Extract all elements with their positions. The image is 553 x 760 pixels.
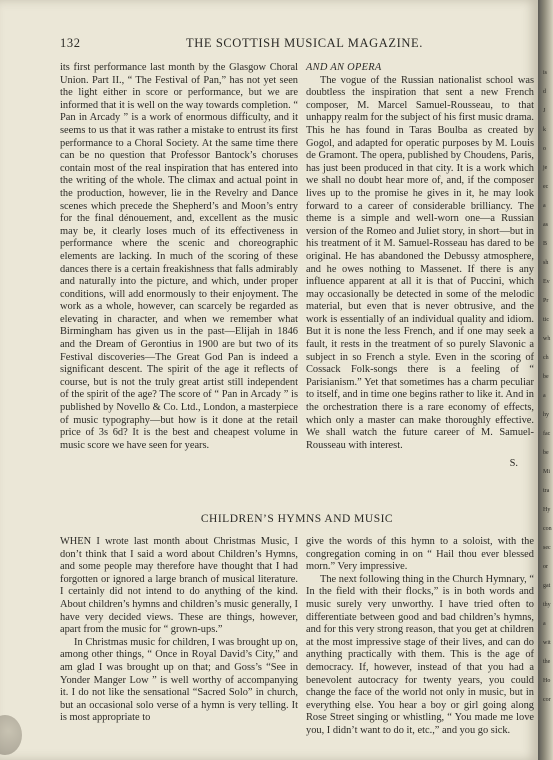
edge-text-fragment: or [543,564,548,570]
childrens-hymns-paragraph: give the words of this hymn to a soloist, with the congregation coming in on “ Hail thou ever blessed morn.” Very impressive. [306,536,534,573]
edge-text-fragment: d [543,89,546,95]
edge-text-fragment: J [543,108,546,114]
childrens-hymns-column-right [306,536,534,738]
childrens-hymns-paragraph: In Christmas music for children, I was brought up on, among other things, “ Once in Royal David’s City,” and am glad I was brought up on that; and Goss’s “See in Yonder Manger Low ” is well worthy of accompanying it. I do not like the sensational “Sacred Solo” in church, but an occasional solo verse of a hymn is very telling. It is most appropriate to [60,636,298,724]
edge-text-fragment: hy [543,412,549,418]
edge-text-fragment: a [543,621,546,627]
edge-text-fragment: wh [543,336,551,342]
childrens-hymns-paragraph: The next following thing in the Church Hymnary, “ In the field with their flocks,” is in both words and music surely very unworthy. I have tried often to differentiate between good and bad children’s hymns, and for this very strong reason, that you get at children at the most impressive stage of their lives, and can do anything practically with them. This is the age of democracy. If, however, instead of that you had a benevolent autocracy for twenty years, you could change the face of the world not only in music, but in everything else. You hear a boy or girl going along Rose Street singing or whistling, “ You made me love you, I didn’t want to do it, etc.,” and you go sick. [306,573,534,736]
page-number: 132 [60,36,81,50]
edge-text-fragment: tra [543,488,550,494]
edge-text-fragment: tic [543,317,549,323]
article-pan-in-arcady-column [60,62,298,452]
opera-text: The vogue of the Russian nationalist school was doubtless the inspiration that sent a new French composer, M. Marcel Samuel-Rousseau, to that unhappy realm for the subject of his first music drama. This he has found in Taras Boulba as created by Gogol, and adapted for operatic purposes by M. Louis de Gramont. The opera, published by Choudens, Paris, has just been produced in that city. It is a work which we shall no doubt hear more of, and, if the composer lives up to the promise he gives in it, he may look forward to a career of considerable brilliancy. The theme is a simple and well-worn one—a Russian version of the Romeo and Juliet story, in short—but in his treatment of it M. Samuel-Rosseau has dared to be original. He has abandoned the Debussy atmosphere, and he owes nothing to Massenet. If there is any influence apparent at all it is that of Puccini, which may occasionally be detected in some of the melodic material, but even that is never obtrusive, and the work is essentially of an individual quality and idiom. But it is none the less French, and if one may seek a fault, it rests in the treatment of so purely Slavonic a subject in so French a style. Even in the scoring of Cossack Folk-songs there is a feeling of “ Parisianism.” Yet that sometimes has a charm peculiar to itself, and in time one begins rather to like it. And in the orchestration there is a rare economy of effects, which only a master can make thoroughly effective. We shall watch the future career of M. Samuel-Rousseau with interest. [306,74,534,451]
edge-text-fragment: Mi [543,469,551,475]
childrens-hymns-title: CHILDREN’S HYMNS AND MUSIC [200,513,394,525]
running-header [60,36,510,52]
childrens-hymns-paragraph: WHEN I wrote last month about Christmas Music, I don’t think that I said a word about Children’s Hymns, and some people may therefore have thought that I had forgotten or ignored a large branch of musical literature. I certainly did not intend to do anything of the kind. About children’s hymns and children’s music generally, I have very decided views. These are things, however, apart from the music for “ grown-ups.” [60,536,298,636]
edge-text-fragment: Pr [543,298,549,304]
magazine-title: THE SCOTTISH MUSICAL MAGAZINE. [186,36,423,50]
edge-text-fragment: o [543,146,546,152]
edge-text-fragment: ec [543,184,549,190]
pan-in-arcady-text: its first performance last month by the Glasgow Choral Union. Part II., “ The Festival of Pan,” has not yet seen the light either in score or performance, but we are informed that it is well on the way towards completion. “ Pan in Arcady ” is a work of enormous difficulty, and it seems to us that it was rather a mistake to entrust its first performance to a Choral Society. At the same time there can be no question that Professor Bantock’s choruses contain most of the real inspiration that has entered into the writing of the whole. The climax and actual point in the production, however, lie in the Revelry and Dance scenes which precede the Shepherd’s and Moon’s entry for the final dénouement, and, excellent as the music may be, it clearly loses much of its effectiveness in performance where the scenic and choreographic elements are lacking. In much of the scoring of these dances there is a certain freakishness that falls admirably and naturally into the picture, and which, under proper conditions, will add enormously to their enjoyment. The work as a whole, however, can scarcely be regarded as elevating in character, and when we remember what Birmingham has given us in the past—Elijah in 1846 and the Dream of Gerontius in 1900 are but two of its Festival discoveries—The Great God Pan is indeed a significant descent. The spirit of the age it reflects of course, but is not the truly great artist still independent of the spirit of the age? The score of “ Pan in Arcady ” is published by Novello & Co. Ltd., London, a masterpiece of music typography—but how is it done at the retail price of 3s 6d? It is the best and cheapest volume in music score we have seen for years. [60,62,298,451]
edge-text-fragment: is [543,70,548,76]
edge-text-fragment: as [543,222,548,228]
childrens-hymns-column-left [60,536,298,725]
edge-text-fragment: thy [543,602,551,608]
opera-signature: S. [509,458,518,470]
edge-text-fragment: B [543,241,548,247]
edge-text-fragment: Hy [543,507,551,513]
edge-text-fragment: k [543,127,546,133]
edge-text-fragment: the [543,659,551,665]
edge-text-fragment: sh [543,260,549,266]
edge-text-fragment: fac [543,431,551,437]
adjacent-page-edge [538,0,553,760]
edge-text-fragment: wit [543,640,551,646]
edge-text-fragment: be [543,450,549,456]
edge-text-fragment: sec [543,545,551,551]
opera-subheading: AND AN OPERA [306,62,382,73]
edge-text-fragment: Ho [543,678,551,684]
edge-text-fragment: je [543,165,548,171]
edge-text-fragment: con [543,526,552,532]
edge-text-fragment: cor [543,697,551,703]
edge-text-fragment: be [543,374,549,380]
edge-text-fragment: Ev [543,279,550,285]
edge-text-fragment: a [543,393,546,399]
edge-text-fragment: a [543,203,546,209]
edge-text-fragment: gat [543,583,551,589]
scanner-thumb-shadow [0,715,22,755]
article-opera-column [306,62,534,471]
edge-text-fragment: ch [543,355,549,361]
